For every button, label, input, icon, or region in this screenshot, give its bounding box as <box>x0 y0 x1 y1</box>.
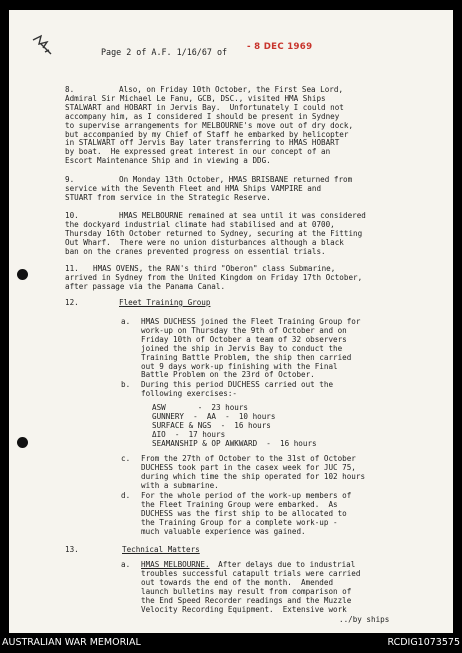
paragraph-number: 10. <box>65 211 79 220</box>
item-label: a. <box>121 317 131 326</box>
item-12d-line: much valuable experience was gained. <box>141 526 306 536</box>
item-12a-line: Friday 10th of October a team of 32 observers <box>141 334 347 344</box>
paragraph-8-line: Also, on Friday 10th October, the First Sea Lord, <box>119 85 344 94</box>
item-13a-line: Velocity Recording Equipment. Extensive work <box>141 604 347 614</box>
paragraph-8-line: in STALWART off Jervis Bay later transferring to HMAS HOBART <box>65 138 340 148</box>
item-12b-line: During this period DUCHESS carried out the <box>141 380 334 389</box>
item-label: c. <box>121 454 131 463</box>
item-label: a. <box>121 560 131 569</box>
paragraph-9-line: service with the Seventh Fleet and HMA Ships VAMPIRE and <box>65 183 322 193</box>
paragraph-10-line: Out Wharf. There were no union disturbances although a black <box>65 237 344 247</box>
exercise-line: SEAMANSHIP & OP AWKWARD - 16 hours <box>152 438 317 448</box>
punch-hole-icon <box>17 269 28 280</box>
exercise-line: ΔIO - 17 hours <box>152 429 226 439</box>
item-12a-line: Training Battle Problem, the ship then carried <box>141 352 352 362</box>
continuation-marker: ../by ships <box>339 615 390 624</box>
date-stamp: - 8 DEC 1969 <box>247 42 313 52</box>
paragraph-8-line: by boat. He expressed great interest in our concept of an <box>65 147 331 157</box>
paragraph-10-line: ban on the cranes prevented progress on essential trials. <box>65 246 326 256</box>
item-label: d. <box>121 491 131 500</box>
item-12d-line: DUCHESS was the first ship to be allocated to <box>141 508 347 518</box>
paragraph-10-line: HMAS MELBOURNE remained at sea until it was considered <box>119 211 366 220</box>
footer-source: AUSTRALIAN WAR MEMORIAL <box>2 637 141 648</box>
item-12b-line: following exercises:- <box>141 388 238 398</box>
paragraph-11-line: HMAS OVENS, the RAN's third "Oberon" class Submarine, <box>93 264 336 273</box>
paragraph-8-line: to supervise arrangements for MELBOURNE's move out of dry dock, <box>65 120 354 130</box>
item-12c-line: From the 27th of October to the 31st of October <box>141 454 356 463</box>
item-12d-line: For the whole period of the work-up members of <box>141 491 352 500</box>
punch-hole-icon <box>17 437 28 448</box>
section-heading: Fleet Training Group <box>119 298 211 307</box>
paragraph-10-line: Thursday 16th October returned to Sydney, securing at the Fitting <box>65 228 363 238</box>
paragraph-number: 11. <box>65 264 79 273</box>
item-13a-line: the End Speed Recorder readings and the Muzzle <box>141 595 352 605</box>
paragraph-9-line: On Monday 13th October, HMAS BRISBANE returned from <box>119 175 353 184</box>
paragraph-number: 8. <box>65 85 75 94</box>
paragraph-10-line: the dockyard industrial climate had stabilised and at 0700, <box>65 219 335 229</box>
item-12c-line: with a submarine. <box>141 480 219 490</box>
archive-mark-icon <box>29 32 55 58</box>
paragraph-number: 13. <box>65 545 79 554</box>
paragraph-8-line: STALWART and HOBART in Jervis Bay. Unfortunately I could not <box>65 102 344 112</box>
item-12d-line: the Training Group for a complete work-up - <box>141 517 338 527</box>
exercise-line: ASW - 23 hours <box>152 403 249 412</box>
footer-id: RCDIG1073575 <box>387 637 460 648</box>
item-12c-line: during which time the ship operated for 102 hours <box>141 471 366 481</box>
paragraph-number: 12. <box>65 298 79 307</box>
item-12a-line: work-up on Thursday the 9th of October and on <box>141 325 347 335</box>
page-reference: Page 2 of A.F. 1/16/67 of <box>101 47 228 57</box>
paragraph-8-line: but accompanied by my Chief of Staff he embarked by helicopter <box>65 129 349 139</box>
item-13a-line: troubles successful catapult trials were carried <box>141 569 361 578</box>
item-12a-line: HMAS DUCHESS joined the Fleet Training Group for <box>141 317 361 326</box>
item-12a-line: Battle Problem on the 23rd of October. <box>141 370 315 380</box>
exercise-line: GUNNERY - AA - 10 hours <box>152 411 276 421</box>
paragraph-8-line: Admiral Sir Michael Le Fanu, GCB, DSC., visited HMA Ships <box>65 93 326 103</box>
paragraph-9-line: STUART from service in the Strategic Reserve. <box>65 192 271 202</box>
paragraph-number: 9. <box>65 175 75 184</box>
item-13a-line: out towards the end of the month. Amended <box>141 577 334 587</box>
exercise-line: SURFACE & NGS - 16 hours <box>152 420 271 430</box>
item-13a-line: After delays due to industrial <box>209 560 356 569</box>
paragraph-8-line: accompany him, as I considered I should be present in Sydney <box>65 111 340 121</box>
paragraph-11-line: arrived in Sydney from the United Kingdom on Friday 17th October, <box>65 272 363 282</box>
item-12a-line: out 9 days work-up finishing with the Final <box>141 361 338 371</box>
item-12d-line: the Fleet Training Group were embarked. As <box>141 499 338 509</box>
paragraph-11-line: after passage via the Panama Canal. <box>65 281 226 291</box>
item-12a-line: joined the ship in Jervis Bay to conduct the <box>141 343 343 353</box>
section-heading: Technical Matters <box>122 545 200 554</box>
item-13a-line: launch bulletins may result from comparison of <box>141 586 352 596</box>
ship-name: HMAS MELBOURNE. <box>141 560 210 569</box>
item-label: b. <box>121 380 131 389</box>
item-12c-line: DUCHESS took part in the casex week for JUC 75, <box>141 462 356 472</box>
paragraph-8-line: Escort Maintenance Ship and in viewing a DDG. <box>65 156 271 166</box>
